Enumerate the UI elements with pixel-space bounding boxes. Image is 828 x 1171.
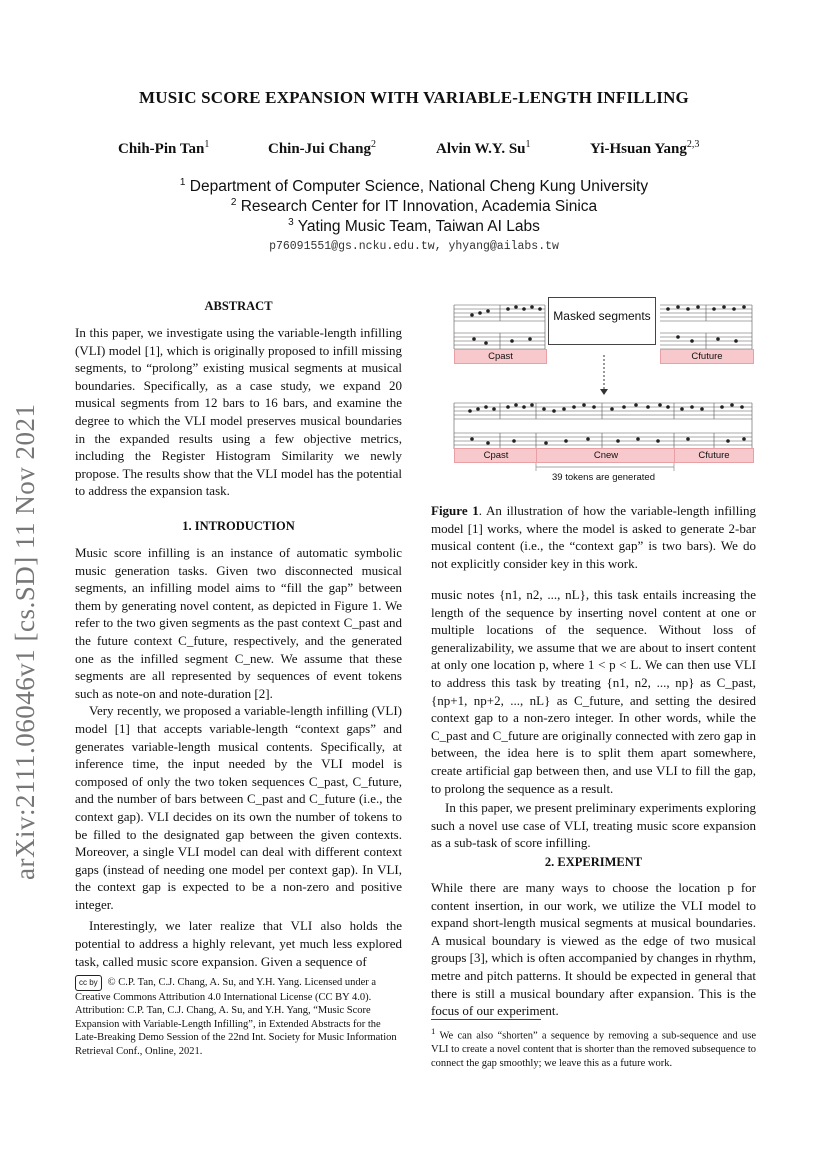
bottom-notes [468, 403, 746, 445]
masked-segments-box: Masked segments [548, 297, 656, 345]
author-1: Chih-Pin Tan$^1$ [118, 139, 210, 157]
intro-body [75, 544, 402, 970]
tokens-generated-note: 39 tokens are generated [552, 472, 655, 483]
cpast-label-top: Cpast [454, 349, 547, 364]
experiment-heading: 2. EXPERIMENT [544, 855, 643, 869]
figure-caption: Figure 1. An illustration of how the variable-length infilling model [1] works, where the model is asked to generate 2-bar musical content (i.e., the “context gap” is two bars). We do not explicitly consider key in this work. [431, 503, 756, 571]
affiliation-3: $^3$ Yating Music Team, Taiwan AI Labs [288, 217, 540, 236]
experiment-paragraph: While there are many ways to choose the location p for content insertion, in our work, we utilize the VLI model to expand short-length musical segments at musical boundaries. A musical boundary is viewed as the edge of two musical groups [3], which is often accompanied by changes in rhythm, metre and pitch patterns. It should be expected in general that there is still a musical boundary after expansion. This is the focus of our experiment. [431, 880, 756, 1019]
cc-by-badge: cc by [75, 975, 102, 991]
cpast-label-bottom: Cpast [454, 448, 538, 463]
footnote-rule [431, 1019, 541, 1020]
author-2: Chin-Jui Chang$^2$ [268, 139, 376, 157]
bottom-staff [454, 403, 752, 449]
abstract-text: In this paper, we investigate using the variable-length infilling (VLI) model [1], which is originally proposed to infill missing segments, to “prolong” existing musical segments at musical boundaries. Specifically, as a case study, we expand 20 musical segments from 12 bars to 16 bars, and examine the degree to which the VLI model preserves musical boundaries in the expanded results using a few objective metrics, including the Register Histogram Similarity we newly propose. The results show that the VLI model has the potential to address the expansion task. [75, 325, 402, 499]
author-4: Yi-Hsuan Yang$^{2,3}$ [590, 139, 700, 157]
right-paragraph-2: In this paper, we present preliminary experiments exploring such a novel use case of VLI, treating music score expansion as a sub-task of score infilling. [431, 800, 756, 851]
author-emails: p76091551@gs.ncku.edu.tw, yhyang@ailabs.tw [269, 240, 559, 253]
intro-heading: 1. INTRODUCTION [182, 519, 295, 533]
footnote-1: $^1$ We can also “shorten” a sequence by removing a sub-sequence and use VLI to create a novel content that is shorter than the removed subsequence to connect the gap smoothly; we leave this as a future work. [431, 1026, 756, 1069]
tokens-bracket [536, 463, 674, 471]
license-block: cc by © C.P. Tan, C.J. Chang, A. Su, and Y.H. Yang. Licensed under a Creative Commons Attribution 4.0 International License (CC BY 4.0). Attribution: C.P. Tan, C.J. Chang, A. Su, and Y.H. Yang, “Music Score Expansion with Variable-Length Infilling”, in Extended Abstracts for the Late-Breaking Demo Session of the 22nd Int. Society for Music Information Retrieval Conf., Online, 2021. [75, 975, 402, 1058]
intro-paragraph-1: Music score infilling is an instance of automatic symbolic music generation tasks. Given two disconnected musical segments, an infilling model aims to “fill the gap” between them by generating novel content, as depicted in Figure 1. We refer to the two given segments as the past context C_past and the future context C_future, respectively, and the generated one as the infilled segment C_new. We assume that these segments are all represented by sequences of event tokens such as note-on and note-duration [2]. [75, 545, 402, 701]
paper-title: MUSIC SCORE EXPANSION WITH VARIABLE-LENGTH INFILLING [139, 88, 689, 107]
right-paragraph-1: music notes {n1, n2, ..., nL}, this task entails increasing the length of the sequence by inserting novel content at one or multiple locations of the sequence. Without loss of generalizability, we assume that we are about to insert content at only one location p, where 1 < p < L. We can then use VLI to address this task by treating {n1, n2, ..., np} as C_past, {np+1, np+2, ..., nL} as C_future, and setting the desired context gap to a non-zero integer. In other words, while the C_past and C_future are originally connected with zero gap in between, the idea here is to split them apart somewhere, create artificial gap between then, and use VLI to fill the gap, to prolong the sequence as a result. [431, 587, 756, 796]
cfuture-label-bottom: Cfuture [674, 448, 754, 463]
intro-paragraph-2: Very recently, we proposed a variable-length infilling (VLI) model [1] that accepts variable-length “context gaps” and generates variable-length musical contents. Specifically, at inference time, the input needed by the VLI model is composed of only the two token sequences C_past, C_future, and the number of bars between C_past and C_future (i.e., the context gap). VLI decides on its own the number of tokens to be filled to the designated gap between the given contexts. Moreover, a single VLI model can deal with different context gaps (instead of needing one model per context gap). In VLI, the context gap is expected to be a non-zero and positive integer. [75, 703, 402, 912]
affiliation-1: $^1$ Department of Computer Science, National Cheng Kung University [179, 177, 649, 196]
cnew-label: Cnew [536, 448, 676, 463]
right-body [431, 586, 756, 852]
affiliation-2: $^2$ Research Center for IT Innovation, Academia Sinica [230, 197, 598, 216]
intro-paragraph-3: Interestingly, we later realize that VLI also holds the potential to address a highly relevant, yet much less explored task, called music score expansion. Given a sequence of [75, 918, 402, 969]
abstract-heading: ABSTRACT [204, 299, 273, 313]
figure-1 [452, 295, 760, 490]
top-staff-future [660, 305, 752, 349]
arxiv-stamp: arXiv:2111.06046v1 [cs.SD] 11 Nov 2021 [10, 403, 40, 880]
cfuture-label-top: Cfuture [660, 349, 754, 364]
down-arrow [600, 355, 608, 395]
author-3: Alvin W.Y. Su$^1$ [436, 139, 531, 157]
top-staff-past [454, 305, 545, 349]
